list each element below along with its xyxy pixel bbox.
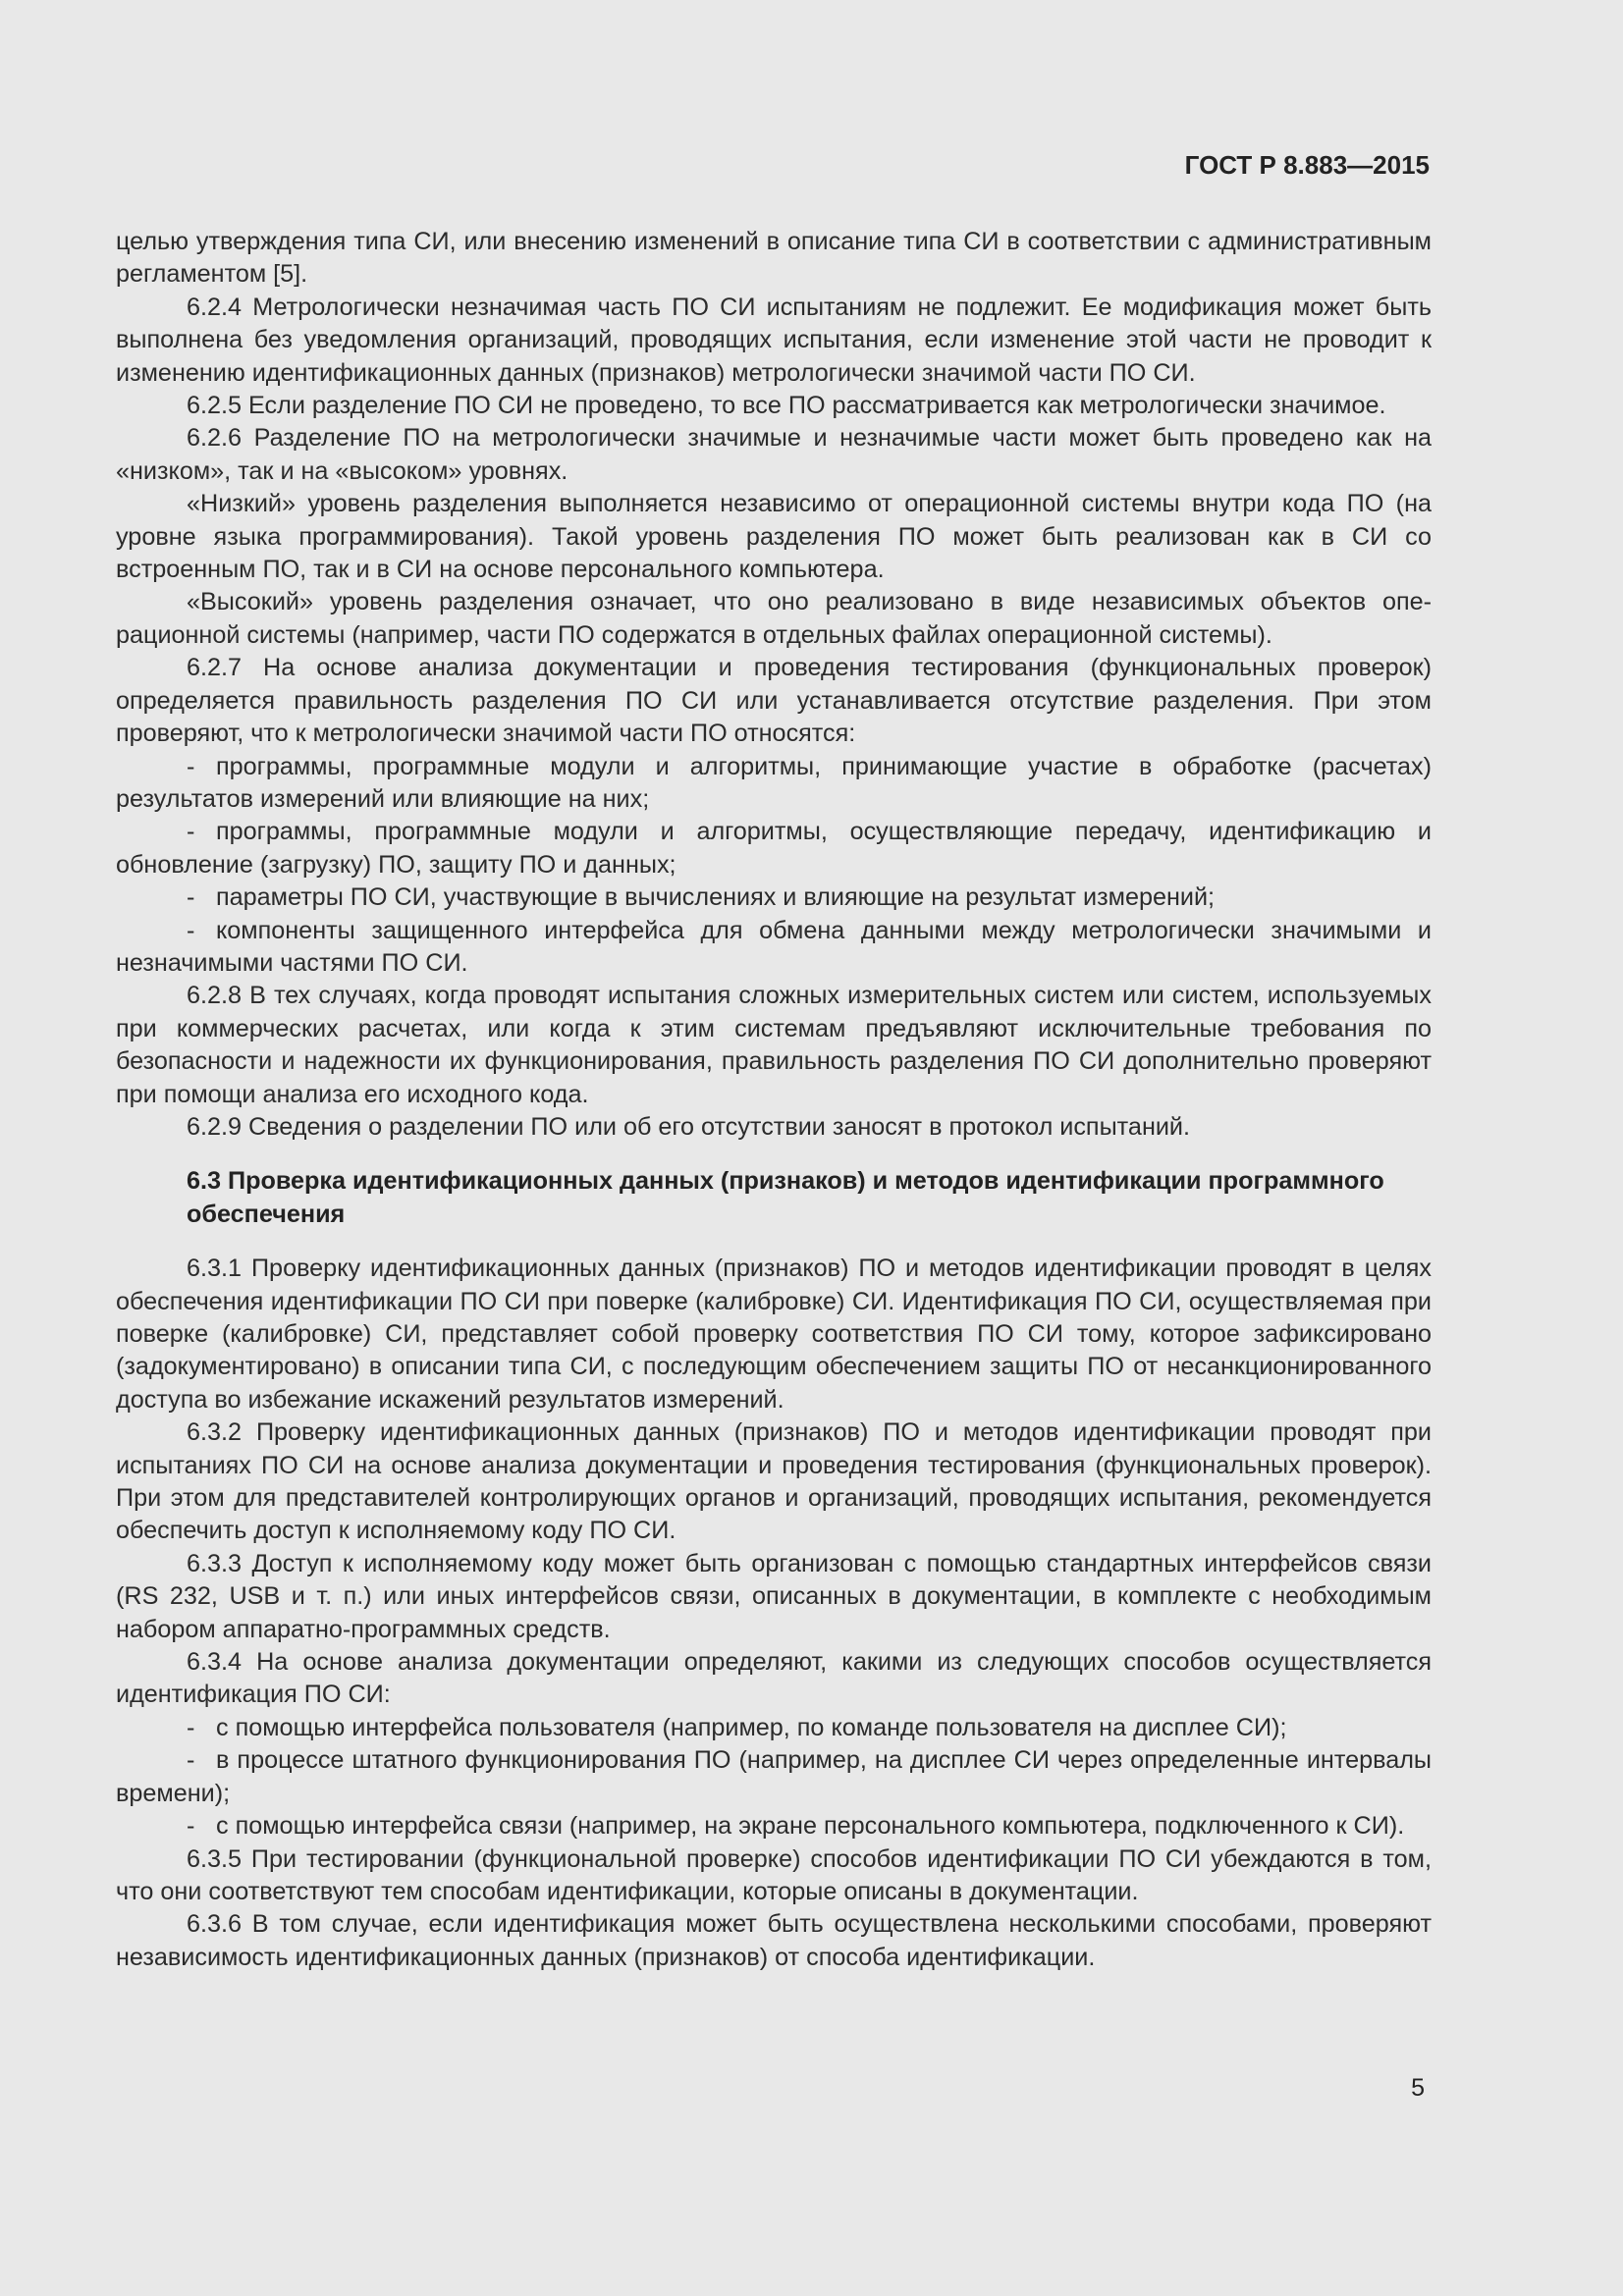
paragraph: «Низкий» уровень разделения выполняется независимо от операционной системы внутри кода ПО (на уровне языка программирования). Такой уровень разделения ПО может быть реализован как в СИ со встроенным ПО, так и в СИ на основе персонального компьютера. <box>116 490 1432 584</box>
paragraph: 6.3.6 В том случае, если идентификация может быть осуществлена несколькими способами, проверяют независимость идентификационных данных (признаков) от способа идентификации. <box>116 1910 1432 1971</box>
paragraph: 6.3.2 Проверку идентификационных данных (признаков) ПО и методов идентификации проводят при испытаниях ПО СИ на основе анализа документации и проведения тестирования (функциональных проверок). При этом для представителей контролирующих органов и организаций, проводящих испытания, рекомендуется обеспечить доступ к исполняемому коду ПО СИ. <box>116 1418 1432 1545</box>
list-dash: - <box>187 1713 195 1741</box>
paragraph: 6.2.5 Если разделение ПО СИ не проведено, то все ПО рассматривается как метрологически значимое. <box>187 392 1386 420</box>
list-dash: - <box>187 1812 195 1841</box>
list-dash: - <box>187 883 195 912</box>
paragraph: целью утверждения типа СИ, или внесению изменений в описание типа СИ в соответствии с административным регламентом [5]. <box>116 228 1432 289</box>
paragraph: 6.3.1 Проверку идентификационных данных (признаков) ПО и методов идентификации проводят в целях обеспечения идентификации ПО СИ при поверке (калибровке) СИ. Идентификация ПО СИ, осуществляемая при поверке (калибровке) СИ, представляет собой проверку соответствия ПО СИ тому, которое зафиксировано (задокументировано) в описании типа СИ, с последующим обеспечением защиты ПО от несанкционированного доступа во избежание искажений результатов измерений. <box>116 1255 1432 1414</box>
list-item <box>116 1744 1432 1810</box>
section-6-3-text <box>116 1253 1432 1974</box>
list-item-text: в процессе штатного функционирования ПО (например, на дисплее СИ через определенные интервалы времени); <box>116 1746 1432 1807</box>
list-dash: - <box>187 818 195 846</box>
list-item-text: программы, программные модули и алгоритмы, принимающие участие в обработке (расчетах) результатов измерений или влияющие на них; <box>116 752 1432 813</box>
list-item <box>116 915 1432 981</box>
page-number: 5 <box>1411 2074 1425 2102</box>
paragraph: 6.3.4 На основе анализа документации определяют, какими из следующих способов осуществляется идентификация ПО СИ: <box>116 1648 1432 1709</box>
list-item <box>116 751 1432 817</box>
list-item-text: с помощью интерфейса пользователя (например, по команде пользователя на дисплее СИ); <box>216 1713 1287 1741</box>
list-dash: - <box>187 916 195 944</box>
standard-code-header: ГОСТ Р 8.883—2015 <box>1184 150 1430 180</box>
paragraph: 6.2.4 Метрологически незначимая часть ПО СИ испытаниям не подлежит. Ее модификация может быть выполнена без уведомления организаций, проводящих испытания, если изменение этой части не проводит к изменению идентификационных данных (признаков) метрологически значимой части ПО СИ. <box>116 293 1432 387</box>
section-6-2-text <box>116 226 1432 1144</box>
list-item-text: параметры ПО СИ, участвующие в вычислениях и влияющие на результат измерений; <box>216 883 1216 912</box>
paragraph: 6.2.6 Разделение ПО на метрологически значимые и незначимые части может быть проведено как на «низком», так и на «высоком» уровнях. <box>116 424 1432 485</box>
paragraph: 6.2.7 На основе анализа документации и проведения тестирования (функциональных проверок) определяется правильность разделения ПО СИ или устанавливается отсутствие разделения. При этом проверяют, что к метрологически значимой части ПО относятся: <box>116 654 1432 748</box>
section-heading-6-3: 6.3 Проверка идентификационных данных (признаков) и методов идентификации программного обеспечения <box>187 1167 1384 1228</box>
list-item <box>116 816 1432 881</box>
list-item <box>116 1810 1432 1842</box>
document-body <box>116 226 1432 1974</box>
paragraph: 6.3.3 Доступ к исполняемому коду может быть организован с помощью стандартных интерфейсов связи (RS 232, USB и т. п.) или иных интерфейсов связи, описанных в документации, в комплекте с необходимым набором аппаратно-программных средств. <box>116 1549 1432 1643</box>
list-item <box>116 1712 1432 1744</box>
list-item-text: компоненты защищенного интерфейса для обмена данными между метрологически значимыми и незначимыми частями ПО СИ. <box>116 916 1432 977</box>
list-dash: - <box>187 1746 195 1775</box>
list-item-text: с помощью интерфейса связи (например, на экране персонального компьютера, подключенного к СИ). <box>216 1812 1405 1841</box>
paragraph: 6.2.9 Сведения о разделении ПО или об его отсутствии заносят в протокол испытаний. <box>187 1112 1190 1141</box>
paragraph: 6.2.8 В тех случаях, когда проводят испытания сложных измерительных систем или систем, используемых при коммерческих расчетах, или когда к этим системам предъявляют исключительные требования по безопасности и надежности их функционирования, правильность разделения ПО СИ дополнительно проверяют при помощи анализа его исходного кода. <box>116 982 1432 1108</box>
paragraph: «Высокий» уровень разделения означает, что оно реализовано в виде независимых объектов операционной системы (например, части ПО содержатся в отдельных файлах операционной системы). <box>116 588 1432 649</box>
list-item <box>116 881 1432 914</box>
paragraph: 6.3.5 При тестировании (функциональной проверке) способов идентификации ПО СИ убеждаются в том, что они соответствуют тем способам идентификации, которые описаны в документации. <box>116 1844 1432 1905</box>
list-dash: - <box>187 752 195 780</box>
list-item-text: программы, программные модули и алгоритмы, осуществляющие передачу, идентификацию и обновление (загрузку) ПО, защиту ПО и данных; <box>116 818 1432 879</box>
